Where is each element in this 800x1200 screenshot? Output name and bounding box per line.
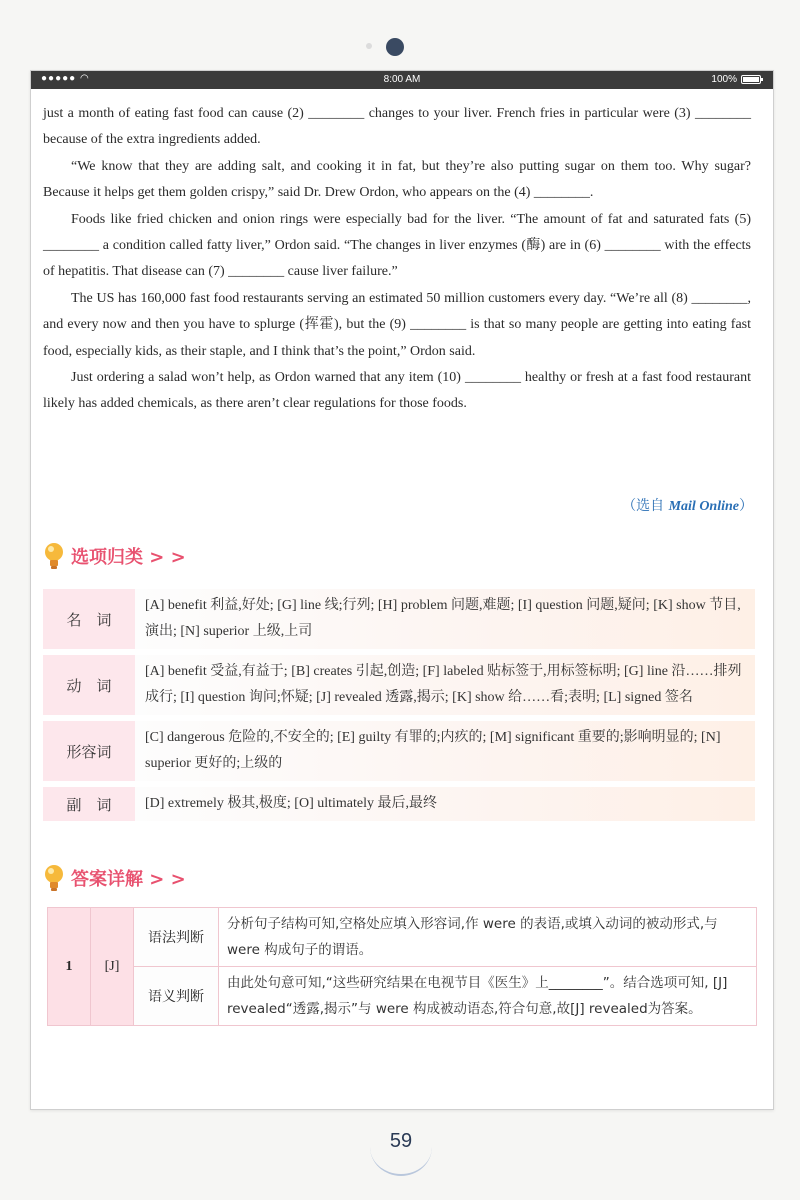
analysis-text: 分析句子结构可知,空格处应填入形容词,作 were 的表语,或填入动词的被动形式,与 were 构成句子的谓语。 [219, 908, 757, 967]
status-time: 8:00 AM [383, 74, 421, 85]
page-number: 59 [389, 1130, 413, 1152]
category-label: 形容词 [43, 721, 135, 781]
category-content: [A] benefit 受益,有益于; [B] creates 引起,创造; [F] labeled 贴标签于,用标签标明; [G] line 沿……排列成行; [I] question 询问;怀疑; [J] revealed 透露,揭示; [K] show 给……看;表明; [L] signed 签名 [135, 655, 755, 715]
answer-row-grammar [48, 908, 757, 967]
category-row-adverbs [43, 787, 755, 821]
section-answers-heading [43, 863, 186, 893]
category-content: [C] dangerous 危险的,不安全的; [E] guilty 有罪的;内疚的; [M] significant 重要的;影响明显的; [N] superior 更好的;上级的 [135, 721, 755, 781]
camera-indicator [366, 43, 372, 49]
passage-text [43, 101, 751, 418]
battery-icon [741, 75, 761, 84]
analysis-type: 语法判断 [134, 908, 219, 967]
answer-row-semantic [48, 967, 757, 1026]
battery-status [711, 74, 761, 85]
source-prefix: （选自 [622, 498, 669, 514]
category-label: 动 词 [43, 655, 135, 715]
analysis-text: 由此处句意可知,“这些研究结果在电视节目《医生》上________”。结合选项可知, [J] revealed“透露,揭示”与 were 构成被动语态,符合句意,故[J] revealed为答案。 [219, 967, 757, 1026]
passage-paragraph-4: The US has 160,000 fast food restaurants serving an estimated 50 million customers every day. “We’re all (8) ________, and every now and then you have to splurge (挥霍), but the (9) ________ is that so many people are getting into eating fast food, especially kids, as their staple, and I think that’s the point,” Ordon said. [43, 290, 751, 359]
answer-letter: [J] [91, 908, 134, 1026]
passage-paragraph-5: Just ordering a salad won’t help, as Ordon warned that any item (10) ________ healthy or fresh at a fast food restaurant likely has added chemicals, as there aren’t clear regulations for those foods. [43, 370, 751, 412]
category-content: [A] benefit 利益,好处; [G] line 线;行列; [H] problem 问题,难题; [I] question 问题,疑问; [K] show 节目,演出; [N] superior 上级,上司 [135, 589, 755, 649]
page-number-badge [370, 1118, 432, 1176]
answer-number: 1 [48, 908, 91, 1026]
tablet-screen [30, 70, 774, 1110]
category-row-verbs [43, 655, 755, 715]
analysis-type: 语义判断 [134, 967, 219, 1026]
category-row-nouns [43, 589, 755, 649]
signal-icon: ●●●●● ◠ [41, 73, 90, 84]
category-label: 名 词 [43, 589, 135, 649]
section-options-heading [43, 541, 186, 571]
section-answers-title: 答案详解 > > [71, 869, 186, 890]
category-content: [D] extremely 极其,极度; [O] ultimately 最后,最终 [135, 787, 755, 821]
camera-icon [386, 38, 404, 56]
category-label: 副 词 [43, 787, 135, 821]
options-category-table [43, 589, 755, 821]
source-name: Mail Online [668, 499, 739, 514]
lightbulb-icon [43, 541, 65, 571]
passage-paragraph-2: “We know that they are adding salt, and cooking it in fat, but they’re also putting sugar on them too. Why sugar? Because it helps get them golden crispy,” said Dr. Drew Ordon, who appears on the (4) ________. [43, 158, 751, 201]
passage-paragraph-3: Foods like fried chicken and onion rings were especially bad for the liver. “The amount of fat and saturated fats (5) ________ a condition called fatty liver,” Ordon said. “The changes in liver enzymes (酶) are in (6) ________ with the effects of hepatitis. That disease can (7) ________ cause liver failure.” [43, 211, 751, 280]
passage-paragraph-1: just a month of eating fast food can cause (2) ________ changes to your liver. French fries in particular were (3) ________ because of the extra ingredients added. [43, 106, 751, 148]
source-suffix: ） [739, 498, 753, 514]
source-citation [622, 495, 753, 515]
status-bar [31, 71, 773, 89]
answer-explanation-table [47, 907, 757, 1026]
category-row-adjectives [43, 721, 755, 781]
battery-percent: 100% [711, 74, 737, 85]
lightbulb-icon [43, 863, 65, 893]
section-options-title: 选项归类 > > [71, 547, 186, 568]
